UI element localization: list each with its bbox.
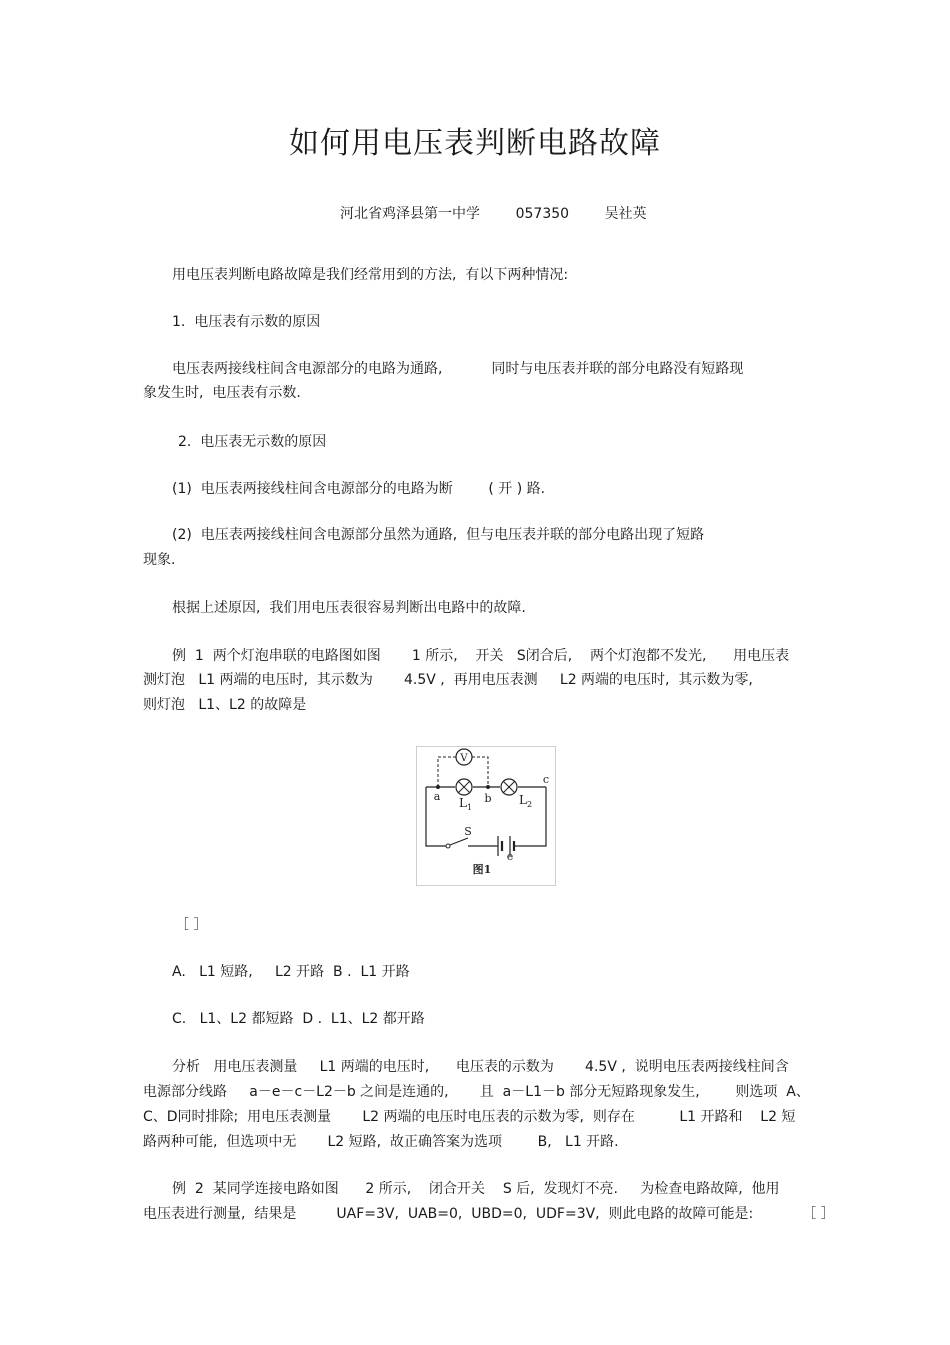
- analysis-line: 分析 用电压表测量 L1 两端的电压时, 电压表的示数为 4.5V , 说明电压表两接线柱间含: [172, 1059, 789, 1075]
- example-2-line: 例 2 某同学连接电路如图 2 所示, 闭合开关 S 后, 发现灯不亮. 为检查电路故障, 他用: [172, 1181, 780, 1197]
- intro-paragraph: 用电压表判断电路故障是我们经常用到的方法, 有以下两种情况:: [172, 267, 569, 283]
- lamp-l2-icon: [501, 779, 517, 795]
- paragraph-line: 象发生时, 电压表有示数.: [143, 385, 301, 401]
- example-1-line: 则灯泡 L1、L2 的故障是: [143, 697, 307, 713]
- voltmeter-label: V: [460, 753, 468, 764]
- node-c-label: c: [542, 773, 550, 786]
- option-line: C. L1、L2 都短路 D . L1、L2 都开路: [172, 1011, 425, 1027]
- example-2-line: 电压表进行测量, 结果是 UAF=3V, UAB=0, UBD=0, UDF=3V, 则此电路的故障可能是: ［ ］: [143, 1206, 835, 1222]
- paragraph-line: 现象.: [143, 552, 176, 568]
- node-b-label: b: [484, 792, 492, 805]
- answer-bracket: ［ ］: [175, 917, 208, 933]
- analysis-line: 电源部分线路 a－e－c－L2－b 之间是连通的, 且 a－L1－b 部分无短路现象发生, 则选项 A、: [143, 1084, 810, 1100]
- node-e-label: e: [506, 850, 514, 863]
- example-1-line: 例 1 两个灯泡串联的电路图如图 1 所示, 开关 S闭合后, 两个灯泡都不发光, 用电压表: [172, 648, 790, 664]
- option-line: A. L1 短路, L2 开路 B . L1 开路: [172, 964, 410, 980]
- author-line: 河北省鸡泽县第一中学 057350 吴社英: [340, 206, 647, 222]
- analysis-line: C、D同时排除; 用电压表测量 L2 两端的电压时电压表的示数为零, 则存在 L1 开路和 L2 短: [143, 1109, 796, 1125]
- figure-caption: 图1: [472, 863, 492, 876]
- switch-label: S: [464, 825, 472, 838]
- lamp-l1-icon: [456, 779, 472, 795]
- node-a-label: a: [433, 790, 441, 803]
- paragraph-line: (1) 电压表两接线柱间含电源部分的电路为断 ( 开 ) 路.: [172, 481, 546, 497]
- lamp-l1-label: $L_1$: [459, 796, 473, 812]
- section-heading-1: 1. 电压表有示数的原因: [172, 314, 321, 330]
- section-heading-2: 2. 电压表无示数的原因: [178, 434, 327, 450]
- paragraph-line: (2) 电压表两接线柱间含电源部分虽然为通路, 但与电压表并联的部分电路出现了短路: [172, 527, 705, 543]
- paragraph-line: 电压表两接线柱间含电源部分的电路为通路, 同时与电压表并联的部分电路没有短路现: [172, 361, 744, 377]
- example-1-line: 测灯泡 L1 两端的电压时, 其示数为 4.5V , 再用电压表测 L2 两端的电压时, 其示数为零,: [143, 672, 753, 688]
- page-title: 如何用电压表判断电路故障: [289, 126, 661, 161]
- circuit-figure-1: [416, 746, 556, 886]
- analysis-line: 路两种可能, 但选项中无 L2 短路, 故正确答案为选项 B, L1 开路.: [143, 1134, 619, 1150]
- lamp-l2-label: $L_2$: [519, 793, 533, 809]
- paragraph-line: 根据上述原因, 我们用电压表很容易判断出电路中的故障.: [172, 600, 526, 616]
